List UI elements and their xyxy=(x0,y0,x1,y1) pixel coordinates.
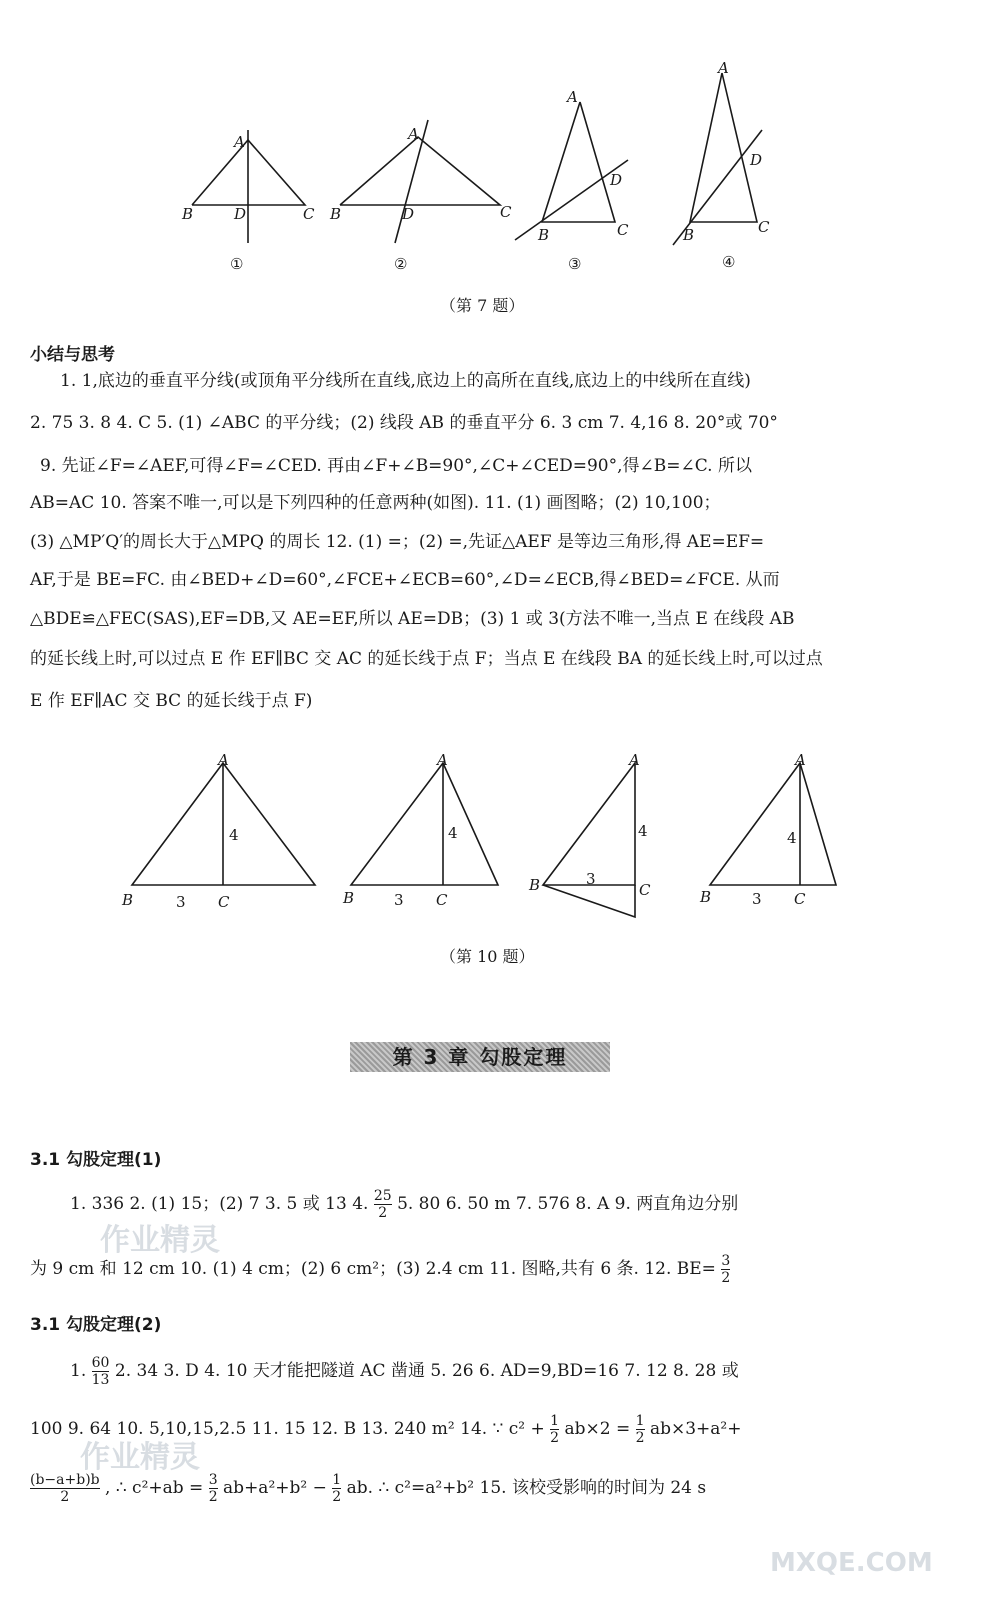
summary-line-7: △BDE≌△FEC(SAS),EF=DB,又 AE=EF,所以 AE=DB；(3) 1 或 3(方法不唯一,当点 E 在线段 AB xyxy=(30,609,795,629)
panel-2-label: ② xyxy=(394,255,408,273)
label-b: B xyxy=(700,888,712,906)
length-4: 4 xyxy=(229,826,239,844)
label-c: C xyxy=(303,205,315,223)
label-c: C xyxy=(639,881,651,899)
s31b-line-2-a: 100 9. 64 10. 5,10,15,2.5 11. 15 12. B 13. 240 m² 14. ∵ c² + xyxy=(30,1419,545,1439)
label-c: C xyxy=(794,890,806,908)
chapter-heading: 第 3 章 勾股定理 xyxy=(350,1042,610,1072)
s31b-line-2-b: ab×2 = xyxy=(564,1419,631,1439)
label-c: C xyxy=(617,221,629,239)
summary-title: 小结与思考 xyxy=(30,345,115,365)
watermark-site: MXQE.COM xyxy=(770,1548,933,1578)
label-b: B xyxy=(529,876,541,894)
summary-line-5: (3) △MP′Q′的周长大于△MPQ 的周长 12. (1) =；(2) =,先证△AEF 是等边三角形,得 AE=EF= xyxy=(30,532,765,552)
length-3: 3 xyxy=(176,893,186,911)
s31b-line-1 xyxy=(70,1355,981,1388)
label-d: D xyxy=(750,151,763,169)
length-3: 3 xyxy=(586,870,596,888)
label-b: B xyxy=(182,205,194,223)
label-c: C xyxy=(758,218,770,236)
s31a-line-1-a: 1. 336 2. (1) 15；(2) 7 3. 5 或 13 4. xyxy=(70,1194,369,1214)
summary-line-1: 1. 1,底边的垂直平分线(或顶角平分线所在直线,底边上的高所在直线,底边上的中线所在直线) xyxy=(60,371,751,391)
label-a: A xyxy=(218,751,229,769)
figure-7 xyxy=(170,55,810,285)
watermark: 作业精灵 xyxy=(80,1440,200,1475)
fraction-long: $\frac{(b-a+b)b}{2}$ xyxy=(30,1472,100,1505)
label-a: A xyxy=(567,88,578,106)
section-3-1-1-title: 3.1 勾股定理(1) xyxy=(30,1150,162,1170)
s31a-line-1-b: 5. 80 6. 50 m 7. 576 8. A 9. 两直角边分别 xyxy=(397,1194,739,1214)
length-4: 4 xyxy=(638,822,648,840)
s31a-line-2-a: 为 9 cm 和 12 cm 10. (1) 4 cm；(2) 6 cm²；(3) 2.4 cm 11. 图略,共有 6 条. 12. BE= xyxy=(30,1259,716,1279)
label-b: B xyxy=(683,226,695,244)
label-a: A xyxy=(718,59,729,77)
label-a: A xyxy=(234,133,245,151)
summary-line-9: E 作 EF∥AC 交 BC 的延长线于点 F) xyxy=(30,691,313,711)
fraction-half: $\frac{1}{2}$ xyxy=(550,1413,560,1446)
summary-line-8: 的延长线上时,可以过点 E 作 EF∥BC 交 AC 的延长线于点 F；当点 E 在线段 BA 的延长线上时,可以过点 xyxy=(30,649,823,669)
summary-line-3: 9. 先证∠F=∠AEF,可得∠F=∠CED. 再由∠F+∠B=90°,∠C+∠CED=90°,得∠B=∠C. 所以 xyxy=(40,456,752,476)
panel-4-label: ④ xyxy=(722,253,736,271)
s31b-line-2-c: ab×3+a²+ xyxy=(649,1419,742,1439)
watermark: 作业精灵 xyxy=(100,1223,220,1258)
s31b-line-1-b: 2. 34 3. D 4. 10 天才能把隧道 AC 凿通 5. 26 6. AD=9,BD=16 7. 12 8. 28 或 xyxy=(114,1361,739,1381)
panel-3-label: ③ xyxy=(568,255,582,273)
label-a: A xyxy=(408,125,419,143)
label-d: D xyxy=(234,205,247,223)
panel-1-label: ① xyxy=(230,255,244,273)
label-d: D xyxy=(610,171,623,189)
length-4: 4 xyxy=(787,829,797,847)
fig10-triangle-4 xyxy=(710,763,836,885)
fraction-half: $\frac{1}{2}$ xyxy=(635,1413,645,1446)
fraction: $\frac{60}{13}$ xyxy=(91,1355,110,1388)
label-c: C xyxy=(436,891,448,909)
label-b: B xyxy=(122,891,134,909)
label-c: C xyxy=(218,893,230,911)
fraction: $\frac{25}{2}$ xyxy=(373,1188,392,1221)
summary-line-2: 2. 75 3. 8 4. C 5. (1) ∠ABC 的平分线；(2) 线段 AB 的垂直平分 6. 3 cm 7. 4,16 8. 20°或 70° xyxy=(30,413,778,433)
summary-line-6: AF,于是 BE=FC. 由∠BED+∠D=60°,∠FCE+∠ECB=60°,∠D=∠ECB,得∠BED=∠FCE. 从而 xyxy=(30,570,780,590)
length-3: 3 xyxy=(752,890,762,908)
s31b-line-3 xyxy=(30,1472,950,1505)
label-b: B xyxy=(538,226,550,244)
summary-line-4: AB=AC 10. 答案不唯一,可以是下列四种的任意两种(如图). 11. (1) 画图略；(2) 10,100； xyxy=(30,493,721,513)
label-a: A xyxy=(629,751,640,769)
label-a: A xyxy=(795,751,806,769)
label-b: B xyxy=(330,205,342,223)
label-b: B xyxy=(343,889,355,907)
fig7-caption: （第 7 题） xyxy=(440,296,525,315)
s31b-line-3-b: ab+a²+b² − xyxy=(223,1478,327,1498)
s31b-line-1-a: 1. xyxy=(70,1361,87,1381)
fraction-half: $\frac{1}{2}$ xyxy=(332,1472,342,1505)
fig10-triangle-3 xyxy=(543,763,635,885)
fig10-caption: （第 10 题） xyxy=(440,947,535,966)
s31b-line-3-c: ab. ∴ c²=a²+b² 15. 该校受影响的时间为 24 s xyxy=(346,1478,707,1498)
fraction: $\frac{3}{2}$ xyxy=(208,1472,218,1505)
fig10-triangle-2 xyxy=(351,763,498,885)
section-3-1-2-title: 3.1 勾股定理(2) xyxy=(30,1315,162,1335)
label-c: C xyxy=(500,203,512,221)
length-4: 4 xyxy=(448,824,458,842)
fig7-triangle-3 xyxy=(542,102,615,222)
label-d: D xyxy=(402,205,415,223)
fraction: $\frac{3}{2}$ xyxy=(721,1253,731,1286)
label-a: A xyxy=(437,751,448,769)
s31b-line-3-a: , ∴ c²+ab = xyxy=(105,1478,204,1498)
fig7-triangle-4 xyxy=(690,73,757,222)
figure-10 xyxy=(110,745,870,925)
length-3: 3 xyxy=(394,891,404,909)
